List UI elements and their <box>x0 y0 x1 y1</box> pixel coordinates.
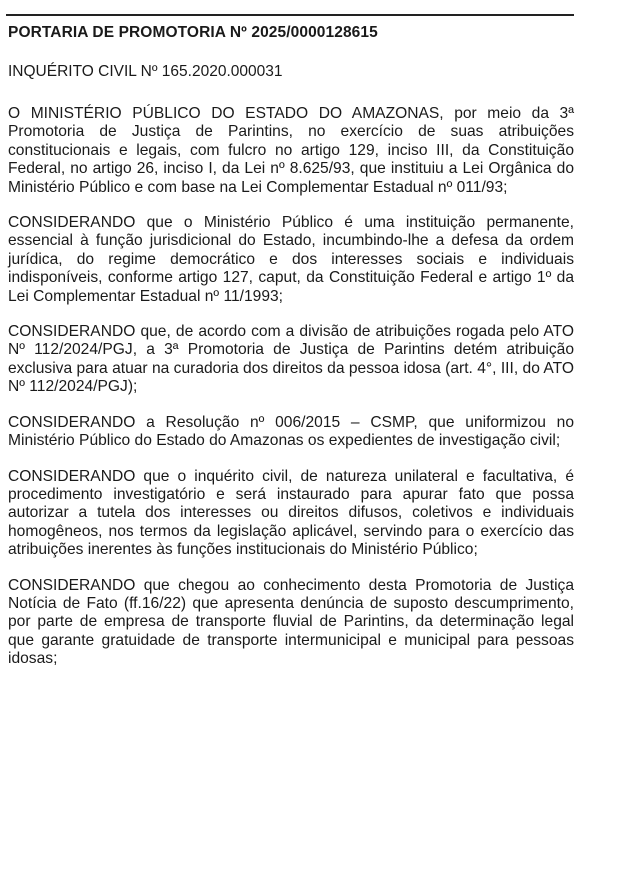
top-divider <box>6 14 574 16</box>
paragraph-considerando-2: CONSIDERANDO que, de acordo com a divisão de atribuições rogada pelo ATO Nº 112/2024/PGJ, a 3ª Promotoria de Justiça de Parintins detém atribuição exclusiva para atuar na curadoria dos direitos da pessoa idosa (art. 4°, III, do ATO Nº 112/2024/PGJ); <box>8 323 574 396</box>
paragraph-considerando-3: CONSIDERANDO a Resolução nº 006/2015 – CSMP, que uniformizou no Ministério Público do Estado do Amazonas os expedientes de investigação civil; <box>8 413 574 450</box>
paragraph-considerando-4: CONSIDERANDO que o inquérito civil, de natureza unilateral e facultativa, é procedimento investigatório e será instaurado para apurar fato que possa autorizar a tutela dos interesses ou direitos difusos, coletivos e individuais homogêneos, nos termos da legislação aplicável, servindo para o exercício das atribuições inerentes às funções institucionais do Ministério Público; <box>8 467 574 559</box>
paragraph-considerando-1: CONSIDERANDO que o Ministério Público é uma instituição permanente, essencial à função jurisdicional do Estado, incumbindo-lhe a defesa da ordem jurídica, do regime democrático e dos interesses sociais e individuais indisponíveis, conforme artigo 127, caput, da Constituição Federal e artigo 1º da Lei Complementar Estadual nº 11/1993; <box>8 214 574 305</box>
document-subtitle: INQUÉRITO CIVIL Nº 165.2020.000031 <box>8 63 283 80</box>
document-title: PORTARIA DE PROMOTORIA Nº 2025/0000128615 <box>8 24 378 41</box>
paragraph-considerando-5: CONSIDERANDO que chegou ao conhecimento desta Promotoria de Justiça Notícia de Fato (ff.16/22) que apresenta denúncia de suposto descumprimento, por parte de empresa de transporte fluvial de Parintins, da determinação legal que garante gratuidade de transporte intermunicipal e municipal para pessoas idosas; <box>8 576 574 668</box>
paragraph-preamble: O MINISTÉRIO PÚBLICO DO ESTADO DO AMAZONAS, por meio da 3ª Promotoria de Justiça de Parintins, no exercício de suas atribuições constitucionais e legais, com fulcro no artigo 129, inciso III, da Constituição Federal, no artigo 26, inciso I, da Lei nº 8.625/93, que instituiu a Lei Orgânica do Ministério Público e com base na Lei Complementar Estadual nº 011/93; <box>8 105 574 196</box>
document-body <box>8 105 574 686</box>
